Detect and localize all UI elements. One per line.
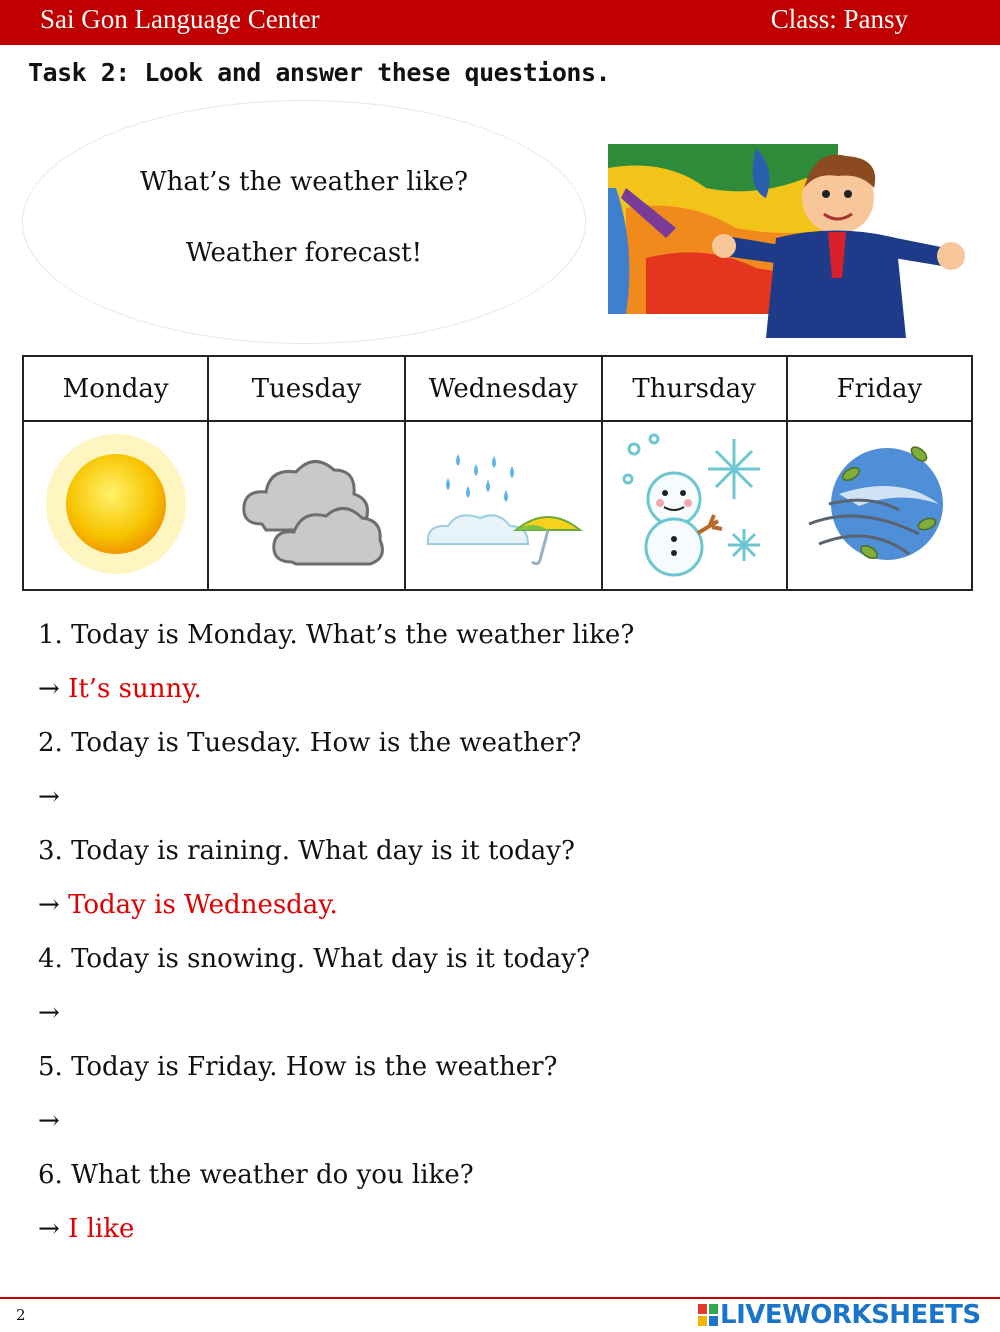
- arrow-icon: →: [38, 998, 60, 1028]
- question-4: 4. Today is snowing. What day is it today?: [38, 944, 590, 974]
- weekly-weather-table: [22, 355, 973, 591]
- class-label: Class: Pansy: [770, 4, 908, 34]
- monday-weather-cell: [23, 421, 208, 590]
- question-3: 3. Today is raining. What day is it today?: [38, 836, 575, 866]
- question-1: 1. Today is Monday. What’s the weather like?: [38, 620, 635, 650]
- day-friday: Friday: [787, 356, 972, 421]
- question-5: 5. Today is Friday. How is the weather?: [38, 1052, 558, 1082]
- answer-3[interactable]: Today is Wednesday.: [68, 890, 338, 920]
- weather-forecaster-illustration: [606, 128, 976, 346]
- rain-umbrella-icon: [418, 434, 588, 574]
- answer-line-4[interactable]: [38, 998, 60, 1028]
- answer-line-2[interactable]: [38, 782, 60, 812]
- answer-line-3[interactable]: [38, 890, 338, 920]
- days-row: [23, 356, 972, 421]
- snowman-icon: [614, 429, 774, 579]
- liveworksheets-logo: [698, 1300, 981, 1330]
- speech-ellipse: [22, 100, 586, 344]
- day-monday: Monday: [23, 356, 208, 421]
- question-2: 2. Today is Tuesday. How is the weather?: [38, 728, 582, 758]
- day-wednesday: Wednesday: [405, 356, 602, 421]
- answer-line-6[interactable]: [38, 1214, 134, 1244]
- sun-icon: [36, 429, 196, 579]
- cloud-icon: [222, 434, 392, 574]
- answer-6[interactable]: I like: [68, 1214, 135, 1244]
- arrow-icon: →: [38, 674, 60, 704]
- question-6: 6. What the weather do you like?: [38, 1160, 474, 1190]
- arrow-icon: →: [38, 1106, 60, 1136]
- day-tuesday: Tuesday: [208, 356, 405, 421]
- answer-line-1[interactable]: [38, 674, 202, 704]
- arrow-icon: →: [38, 890, 60, 920]
- answer-line-5[interactable]: [38, 1106, 60, 1136]
- thursday-weather-cell: [602, 421, 787, 590]
- liveworksheets-brand: LIVEWORKSHEETS: [720, 1300, 981, 1330]
- friday-weather-cell: [787, 421, 972, 590]
- task-title: Task 2: Look and answer these questions.: [28, 58, 611, 87]
- bubble-forecast: Weather forecast!: [185, 238, 423, 268]
- arrow-icon: →: [38, 782, 60, 812]
- day-thursday: Thursday: [602, 356, 787, 421]
- answer-1[interactable]: It’s sunny.: [68, 674, 202, 704]
- page-number: 2: [16, 1306, 26, 1324]
- school-name: Sai Gon Language Center: [40, 4, 320, 34]
- bubble-question: What’s the weather like?: [139, 167, 469, 197]
- page-header: [0, 0, 1000, 45]
- weather-icons-row: [23, 421, 972, 590]
- wind-icon: [799, 434, 959, 574]
- footer-divider: [0, 1297, 1000, 1299]
- wednesday-weather-cell: [405, 421, 602, 590]
- liveworksheets-mark-icon: [698, 1304, 718, 1326]
- arrow-icon: →: [38, 1214, 60, 1244]
- tuesday-weather-cell: [208, 421, 405, 590]
